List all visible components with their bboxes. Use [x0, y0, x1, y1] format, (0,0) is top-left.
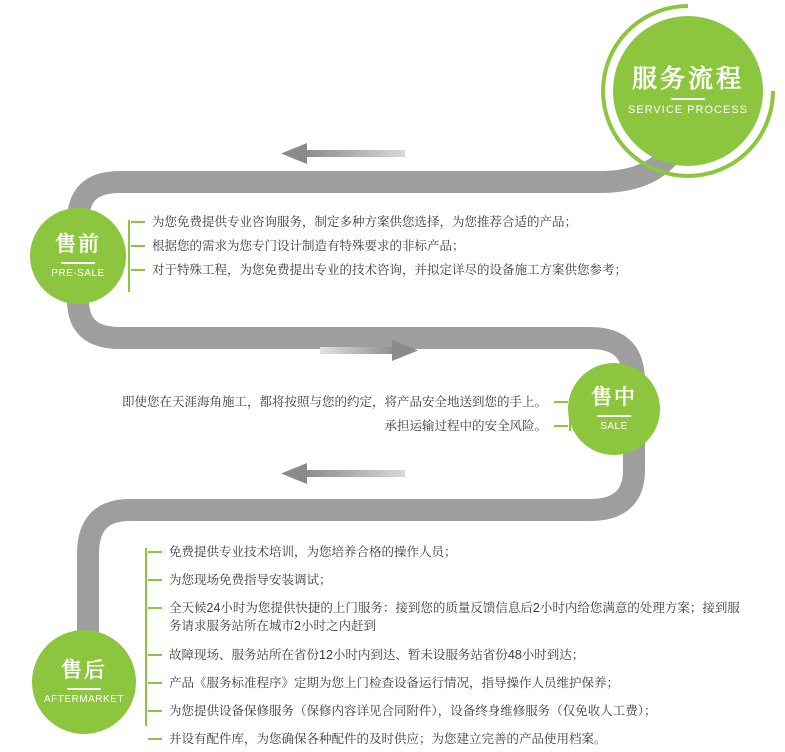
list-item	[131, 234, 651, 258]
list-item	[98, 414, 568, 438]
list-item	[148, 697, 748, 725]
bullet-tick-icon	[148, 654, 162, 656]
stage-badge-en: SALE	[600, 420, 628, 432]
bullet-tick-icon	[148, 710, 162, 712]
stage-badge-pre-sale[interactable]	[30, 208, 126, 304]
bullet-tick-icon	[554, 401, 568, 403]
bullet-tick-icon	[554, 425, 568, 427]
list-item-text: 为您现场免费指导安装调试；	[169, 573, 332, 588]
list-item	[131, 258, 651, 282]
list-item-text: 为您提供设备保修服务（保修内容详见合同附件），设备终身维修服务（仅免收人工费）；	[169, 703, 657, 718]
title-badge-cn: 服务流程	[631, 64, 744, 93]
list-item-text: 故障现场、服务站所在省份12小时内到达、暂未设服务站省份48小时到达；	[169, 647, 585, 662]
bullet-tick-icon	[131, 245, 145, 247]
bullet-tick-icon	[148, 551, 162, 553]
list-item-text: 即使您在天涯海角施工，都将按照与您的约定，将产品安全地送到您的手上。	[121, 395, 547, 409]
list-item-text: 对于特殊工程，为您免费提出专业的技术咨询，并拟定详尽的设备施工方案供您参考；	[152, 263, 628, 278]
stage-badge-aftermarket[interactable]	[32, 630, 136, 734]
list-item	[148, 725, 748, 752]
bullet-tick-icon	[148, 579, 162, 581]
bullet-tick-icon	[148, 607, 162, 609]
list-item	[148, 566, 748, 594]
title-badge-en: SERVICE PROCESS	[628, 104, 748, 117]
stage-badge-sale[interactable]	[568, 363, 660, 455]
bullet-tick-icon	[131, 221, 145, 223]
stage-content-sale	[98, 390, 568, 438]
title-badge	[613, 16, 763, 166]
list-item-text: 产品《服务标准程序》定期为您上门检查设备运行情况，指导操作人员维护保养；	[169, 675, 620, 690]
bullet-tick-icon	[148, 682, 162, 684]
list-item-text: 全天候24小时为您提供快捷的上门服务：接到您的质量反馈信息后2小时内给您满意的处理方案；接到服务请求服务站所在城市2小时之内赶到	[169, 601, 740, 634]
stage-badge-cn: 售中	[591, 386, 637, 410]
bullet-tick-icon	[148, 738, 162, 740]
connector-bar	[569, 400, 571, 431]
list-item	[148, 538, 748, 566]
list-item	[98, 390, 568, 414]
list-item-text: 免费提供专业技术培训，为您培养合格的操作人员；	[169, 545, 457, 559]
list-item-text: 根据您的需求为您专门设计制造有特殊要求的非标产品；	[152, 239, 465, 254]
list-item	[148, 594, 748, 640]
stage-badge-divider	[61, 262, 95, 264]
title-badge-divider	[671, 98, 705, 100]
connector-bar	[145, 548, 147, 726]
connector-bar	[128, 220, 130, 292]
stage-badge-en: AFTERMARKET	[44, 693, 124, 705]
stage-badge-divider	[67, 688, 101, 690]
stage-content-aftermarket	[148, 538, 748, 752]
list-item-text: 承担运输过程中的安全风险。	[384, 419, 547, 434]
stage-badge-cn: 售后	[61, 659, 107, 683]
stage-badge-divider	[597, 415, 631, 417]
list-item	[148, 669, 748, 697]
stage-badge-en: PRE-SALE	[51, 267, 105, 279]
list-item-text: 并设有配件库，为您确保各种配件的及时供应；为您建立完善的产品使用档案。	[169, 731, 607, 746]
arrow-left-1	[281, 143, 405, 164]
list-item-text: 为您免费提供专业咨询服务，制定多种方案供您选择，为您推荐合适的产品；	[152, 215, 578, 229]
stage-content-pre-sale	[131, 210, 651, 282]
arrow-left-2	[281, 463, 405, 484]
list-item	[148, 641, 748, 669]
list-item	[131, 210, 651, 234]
bullet-tick-icon	[131, 269, 145, 271]
stage-badge-cn: 售前	[55, 233, 101, 257]
